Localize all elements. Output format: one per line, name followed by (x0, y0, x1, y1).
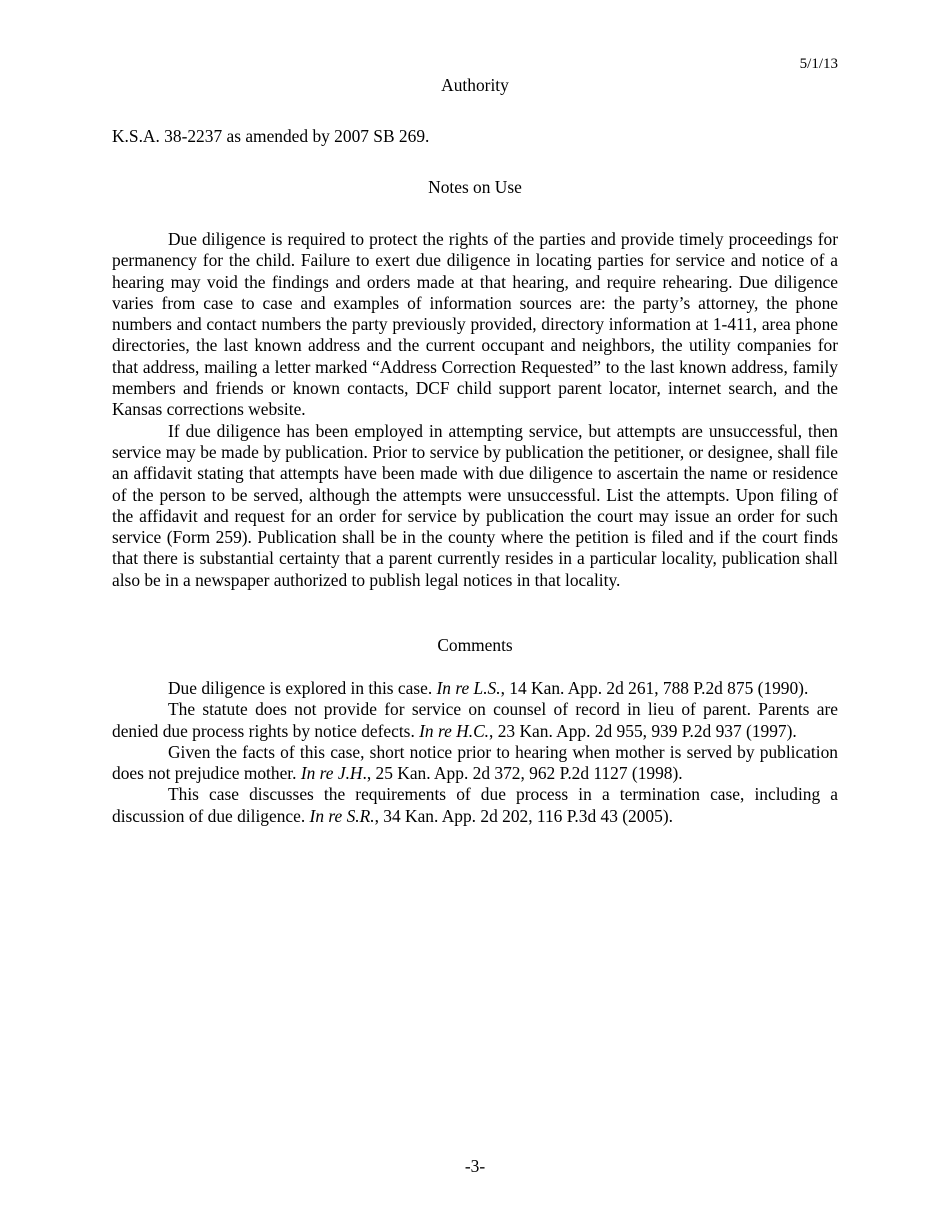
comment-item (112, 742, 838, 785)
case-citation: , 23 Kan. App. 2d 955, 939 P.2d 937 (1997). (489, 720, 797, 741)
case-name: In re S.R. (309, 805, 375, 826)
authority-section (112, 126, 838, 147)
notes-paragraph: If due diligence has been employed in attempting service, but attempts are unsuccessful, then service may be made by publication. Prior to service by publication the petitioner, or designee, shall file an affidavit stating that attempts have been made with due diligence to ascertain the name or residence of the person to be served, although the attempts were unsuccessful. List the attempts. Upon filing of the affidavit and request for an order for service by publication the court may issue an order for such service (Form 259). Publication shall be in the county where the petition is filed and if the court finds that there is substantial certainty that a parent currently resides in a particular locality, publication shall also be in a newspaper authorized to publish legal notices in that locality. (112, 420, 838, 590)
notes-on-use-section (112, 229, 838, 591)
document-date: 5/1/13 (799, 56, 838, 72)
notes-paragraph: Due diligence is required to protect the rights of the parties and provide timely proceedings for permanency for the child. Failure to exert due diligence in locating parties for service and notice of a hearing may void the findings and orders made at that hearing, and require rehearing. Due diligence varies from case to case and examples of information sources are: the party’s attorney, the phone numbers and contact numbers the party previously provided, directory information at 1-411, area phone directories, the last known address and the current occupant and neighbors, the utility companies for that address, mailing a letter marked “Address Correction Requested” to the last known address, family members and friends or known contacts, DCF child support parent locator, internet search, and the Kansas corrections website. (112, 229, 838, 420)
page-number: -3- (464, 1156, 486, 1176)
case-name: In re J.H (300, 763, 363, 784)
comments-section (112, 678, 838, 827)
case-name: In re L.S. (436, 678, 501, 698)
comment-text: Given the facts of this case, short notice prior to hearing when mother is served by publication does not prejudice mother. (112, 741, 838, 784)
comment-text: Due diligence is explored in this case. (168, 678, 437, 698)
authority-text: K.S.A. 38-2237 as amended by 2007 SB 269. (112, 126, 430, 146)
comments-heading: Comments (437, 635, 513, 655)
case-citation: , 14 Kan. App. 2d 261, 788 P.2d 875 (1990). (500, 678, 809, 698)
comment-item (112, 678, 838, 699)
comment-text: The statute does not provide for service on counsel of record in lieu of parent. Parents are denied due process rights by notice defects. (112, 699, 838, 741)
comment-item (112, 699, 838, 742)
notes-on-use-heading: Notes on Use (428, 177, 522, 197)
case-citation: , 34 Kan. App. 2d 202, 116 P.3d 43 (2005). (374, 805, 673, 826)
comment-text: This case discusses the requirements of due process in a termination case, including a discussion of due diligence. (112, 784, 838, 826)
case-citation: ., 25 Kan. App. 2d 372, 962 P.2d 1127 (1998). (362, 763, 683, 784)
case-name: In re H.C. (419, 720, 490, 741)
comment-item (112, 784, 838, 827)
authority-heading: Authority (441, 75, 509, 95)
